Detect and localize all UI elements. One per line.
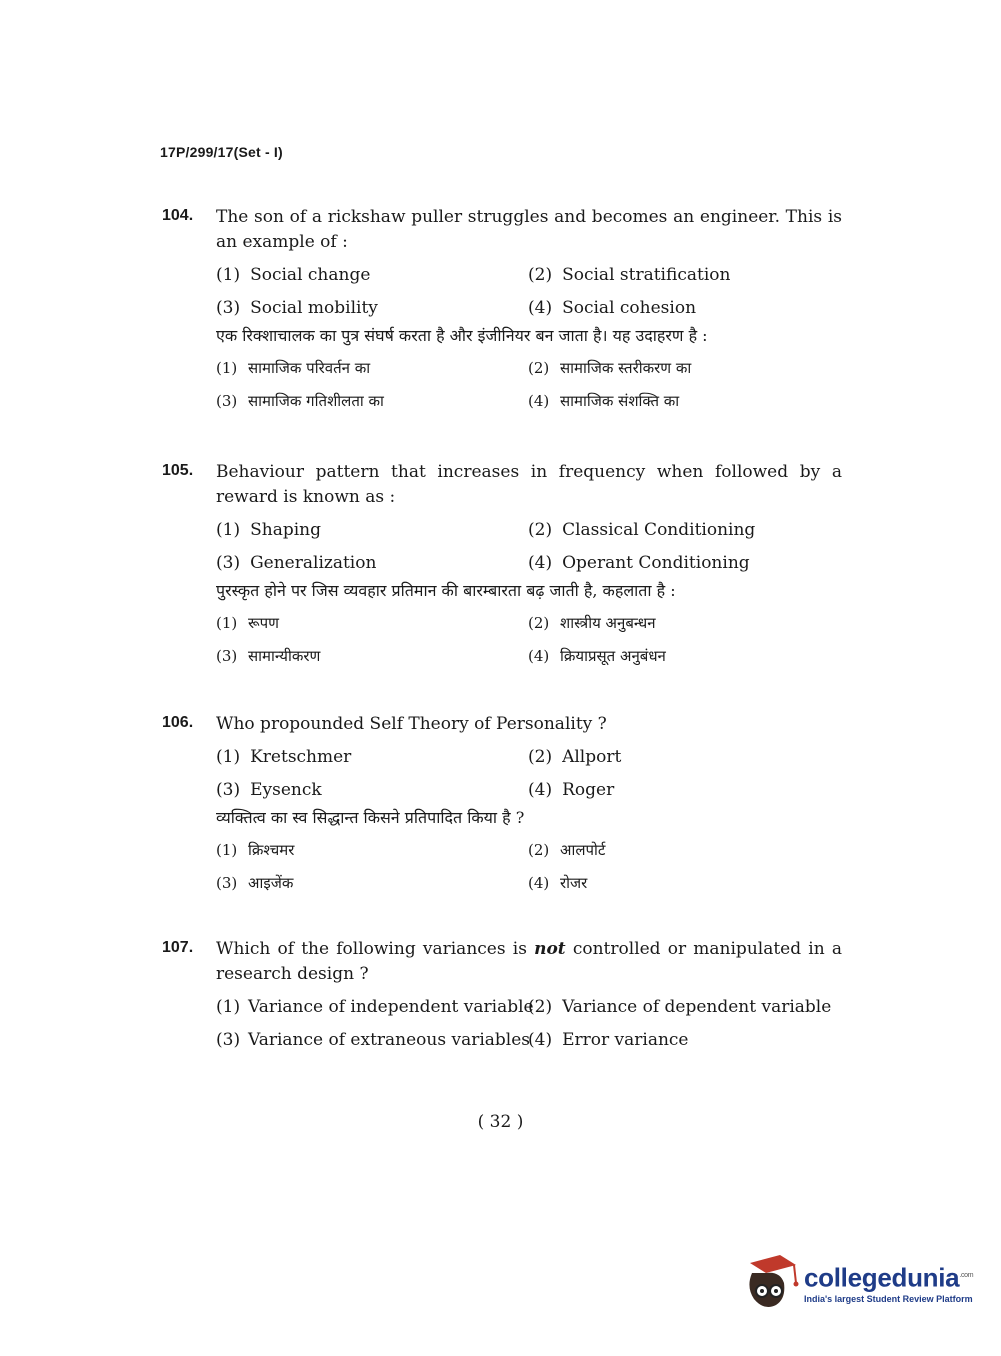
option-text: रोजर bbox=[560, 874, 588, 892]
option-number: (2) bbox=[528, 265, 553, 285]
question-107 bbox=[162, 937, 842, 1052]
option-2 bbox=[528, 263, 842, 287]
option-3 bbox=[216, 1028, 531, 1052]
option-2 bbox=[528, 745, 842, 769]
collegedunia-logo[interactable] bbox=[742, 1248, 982, 1318]
hindi-question-text: व्यक्तित्व का स्व सिद्धान्त किसने प्रतिपादित किया है ? bbox=[216, 808, 525, 827]
option-text: क्रियाप्रसूत अनुबंधन bbox=[560, 647, 666, 665]
option-number: (1) bbox=[216, 265, 241, 285]
option-text: Kretschmer bbox=[250, 747, 352, 767]
option-number: (2) bbox=[528, 520, 553, 540]
hindi-option-2 bbox=[528, 611, 842, 635]
option-text: Variance of independent variable bbox=[248, 997, 534, 1017]
english-options bbox=[216, 518, 842, 575]
hindi-options bbox=[216, 838, 842, 895]
question-105 bbox=[162, 460, 842, 668]
option-text: Social stratification bbox=[562, 265, 731, 285]
brand-suffix: .com bbox=[959, 1272, 974, 1280]
question-text-part: Which of the following variances is bbox=[216, 939, 535, 959]
option-number: (4) bbox=[528, 647, 550, 665]
option-number: (1) bbox=[216, 841, 238, 859]
option-2 bbox=[528, 518, 842, 542]
hindi-question-text: एक रिक्शाचालक का पुत्र संघर्ष करता है और इंजीनियर बन जाता है। यह उदाहरण है : bbox=[216, 326, 708, 345]
option-number: (2) bbox=[528, 614, 550, 632]
option-1 bbox=[216, 518, 528, 542]
hindi-option-2 bbox=[528, 356, 842, 380]
option-text: शास्त्रीय अनुबन्धन bbox=[560, 614, 656, 632]
option-number: (1) bbox=[216, 520, 241, 540]
option-text: Generalization bbox=[250, 553, 377, 573]
option-number: (1) bbox=[216, 359, 238, 377]
option-1 bbox=[216, 995, 534, 1019]
option-1 bbox=[216, 745, 528, 769]
mascot-icon bbox=[742, 1253, 800, 1313]
option-number: (4) bbox=[528, 1030, 553, 1050]
option-4 bbox=[528, 551, 842, 575]
english-options bbox=[216, 745, 842, 802]
option-number: (4) bbox=[528, 780, 553, 800]
option-text: सामाजिक स्तरीकरण का bbox=[560, 359, 692, 377]
option-text: Social change bbox=[250, 265, 371, 285]
option-number: (3) bbox=[216, 780, 241, 800]
hindi-option-1 bbox=[216, 838, 528, 862]
option-text: आलपोर्ट bbox=[560, 841, 606, 859]
english-options bbox=[216, 995, 842, 1052]
question-number: 107. bbox=[162, 939, 194, 956]
option-number: (4) bbox=[528, 553, 553, 573]
question-text: The son of a rickshaw puller struggles and becomes an engineer. This is an example of : bbox=[216, 207, 842, 252]
hindi-option-3 bbox=[216, 389, 528, 413]
option-text: सामान्यीकरण bbox=[248, 647, 321, 665]
option-text: क्रिश्चमर bbox=[248, 841, 295, 859]
option-number: (2) bbox=[528, 747, 553, 767]
page-number: ( 32 ) bbox=[477, 1112, 524, 1132]
option-text: Roger bbox=[562, 780, 615, 800]
option-number: (2) bbox=[528, 359, 550, 377]
option-number: (3) bbox=[216, 647, 238, 665]
question-number: 104. bbox=[162, 207, 194, 224]
option-4 bbox=[528, 778, 842, 802]
option-number: (3) bbox=[216, 392, 238, 410]
option-number: (3) bbox=[216, 1030, 241, 1050]
question-text: Who propounded Self Theory of Personality ? bbox=[216, 714, 607, 734]
hindi-option-4 bbox=[528, 644, 842, 668]
english-options bbox=[216, 263, 842, 320]
question-text-part: controlled or manipulated in a research design ? bbox=[216, 939, 842, 984]
question-text: Behaviour pattern that increases in frequency when followed by a reward is known as : bbox=[216, 462, 842, 507]
question-number: 105. bbox=[162, 462, 194, 479]
option-number: (3) bbox=[216, 874, 238, 892]
option-text: Eysenck bbox=[250, 780, 322, 800]
option-number: (4) bbox=[528, 392, 550, 410]
option-text: Error variance bbox=[562, 1030, 689, 1050]
option-number: (4) bbox=[528, 874, 550, 892]
option-text: सामाजिक परिवर्तन का bbox=[248, 359, 371, 377]
question-number: 106. bbox=[162, 714, 194, 731]
hindi-option-2 bbox=[528, 838, 842, 862]
option-number: (1) bbox=[216, 997, 241, 1017]
hindi-options bbox=[216, 611, 842, 668]
option-text: Allport bbox=[562, 747, 622, 767]
question-104 bbox=[162, 205, 842, 413]
option-number: (3) bbox=[216, 553, 241, 573]
option-text: रूपण bbox=[248, 614, 280, 632]
option-number: (2) bbox=[528, 841, 550, 859]
hindi-option-1 bbox=[216, 611, 528, 635]
option-3 bbox=[216, 296, 528, 320]
brand-text: collegedunia bbox=[804, 1262, 960, 1293]
option-number: (1) bbox=[216, 614, 238, 632]
option-text: Social mobility bbox=[250, 298, 378, 318]
option-text: Shaping bbox=[250, 520, 321, 540]
brand-tagline: India's largest Student Review Platform bbox=[804, 1293, 973, 1304]
option-text: Variance of extraneous variables bbox=[248, 1030, 531, 1050]
hindi-options bbox=[216, 356, 842, 413]
option-4 bbox=[528, 1028, 842, 1052]
hindi-option-3 bbox=[216, 644, 528, 668]
hindi-option-4 bbox=[528, 389, 842, 413]
option-text: Classical Conditioning bbox=[562, 520, 756, 540]
option-text: Social cohesion bbox=[562, 298, 697, 318]
option-1 bbox=[216, 263, 528, 287]
option-4 bbox=[528, 296, 842, 320]
option-2 bbox=[528, 995, 842, 1019]
hindi-option-1 bbox=[216, 356, 528, 380]
option-text: आइजेंक bbox=[248, 874, 294, 892]
option-number: (2) bbox=[528, 997, 553, 1017]
hindi-option-3 bbox=[216, 871, 528, 895]
hindi-question-text: पुरस्कृत होने पर जिस व्यवहार प्रतिमान की बारम्बारता बढ़ जाती है, कहलाता है : bbox=[216, 581, 676, 600]
page-code: 17P/299/17(Set - I) bbox=[160, 144, 283, 160]
option-number: (1) bbox=[216, 747, 241, 767]
hindi-option-4 bbox=[528, 871, 842, 895]
question-106 bbox=[162, 712, 842, 895]
option-text: सामाजिक संशक्ति का bbox=[560, 392, 680, 410]
option-3 bbox=[216, 551, 528, 575]
question-text-emphasis: not bbox=[534, 939, 566, 959]
option-text: Variance of dependent variable bbox=[562, 997, 832, 1017]
option-text: Operant Conditioning bbox=[562, 553, 750, 573]
option-text: सामाजिक गतिशीलता का bbox=[248, 392, 384, 410]
option-3 bbox=[216, 778, 528, 802]
question-text bbox=[216, 937, 842, 987]
option-number: (3) bbox=[216, 298, 241, 318]
option-number: (4) bbox=[528, 298, 553, 318]
brand-name bbox=[804, 1262, 973, 1292]
